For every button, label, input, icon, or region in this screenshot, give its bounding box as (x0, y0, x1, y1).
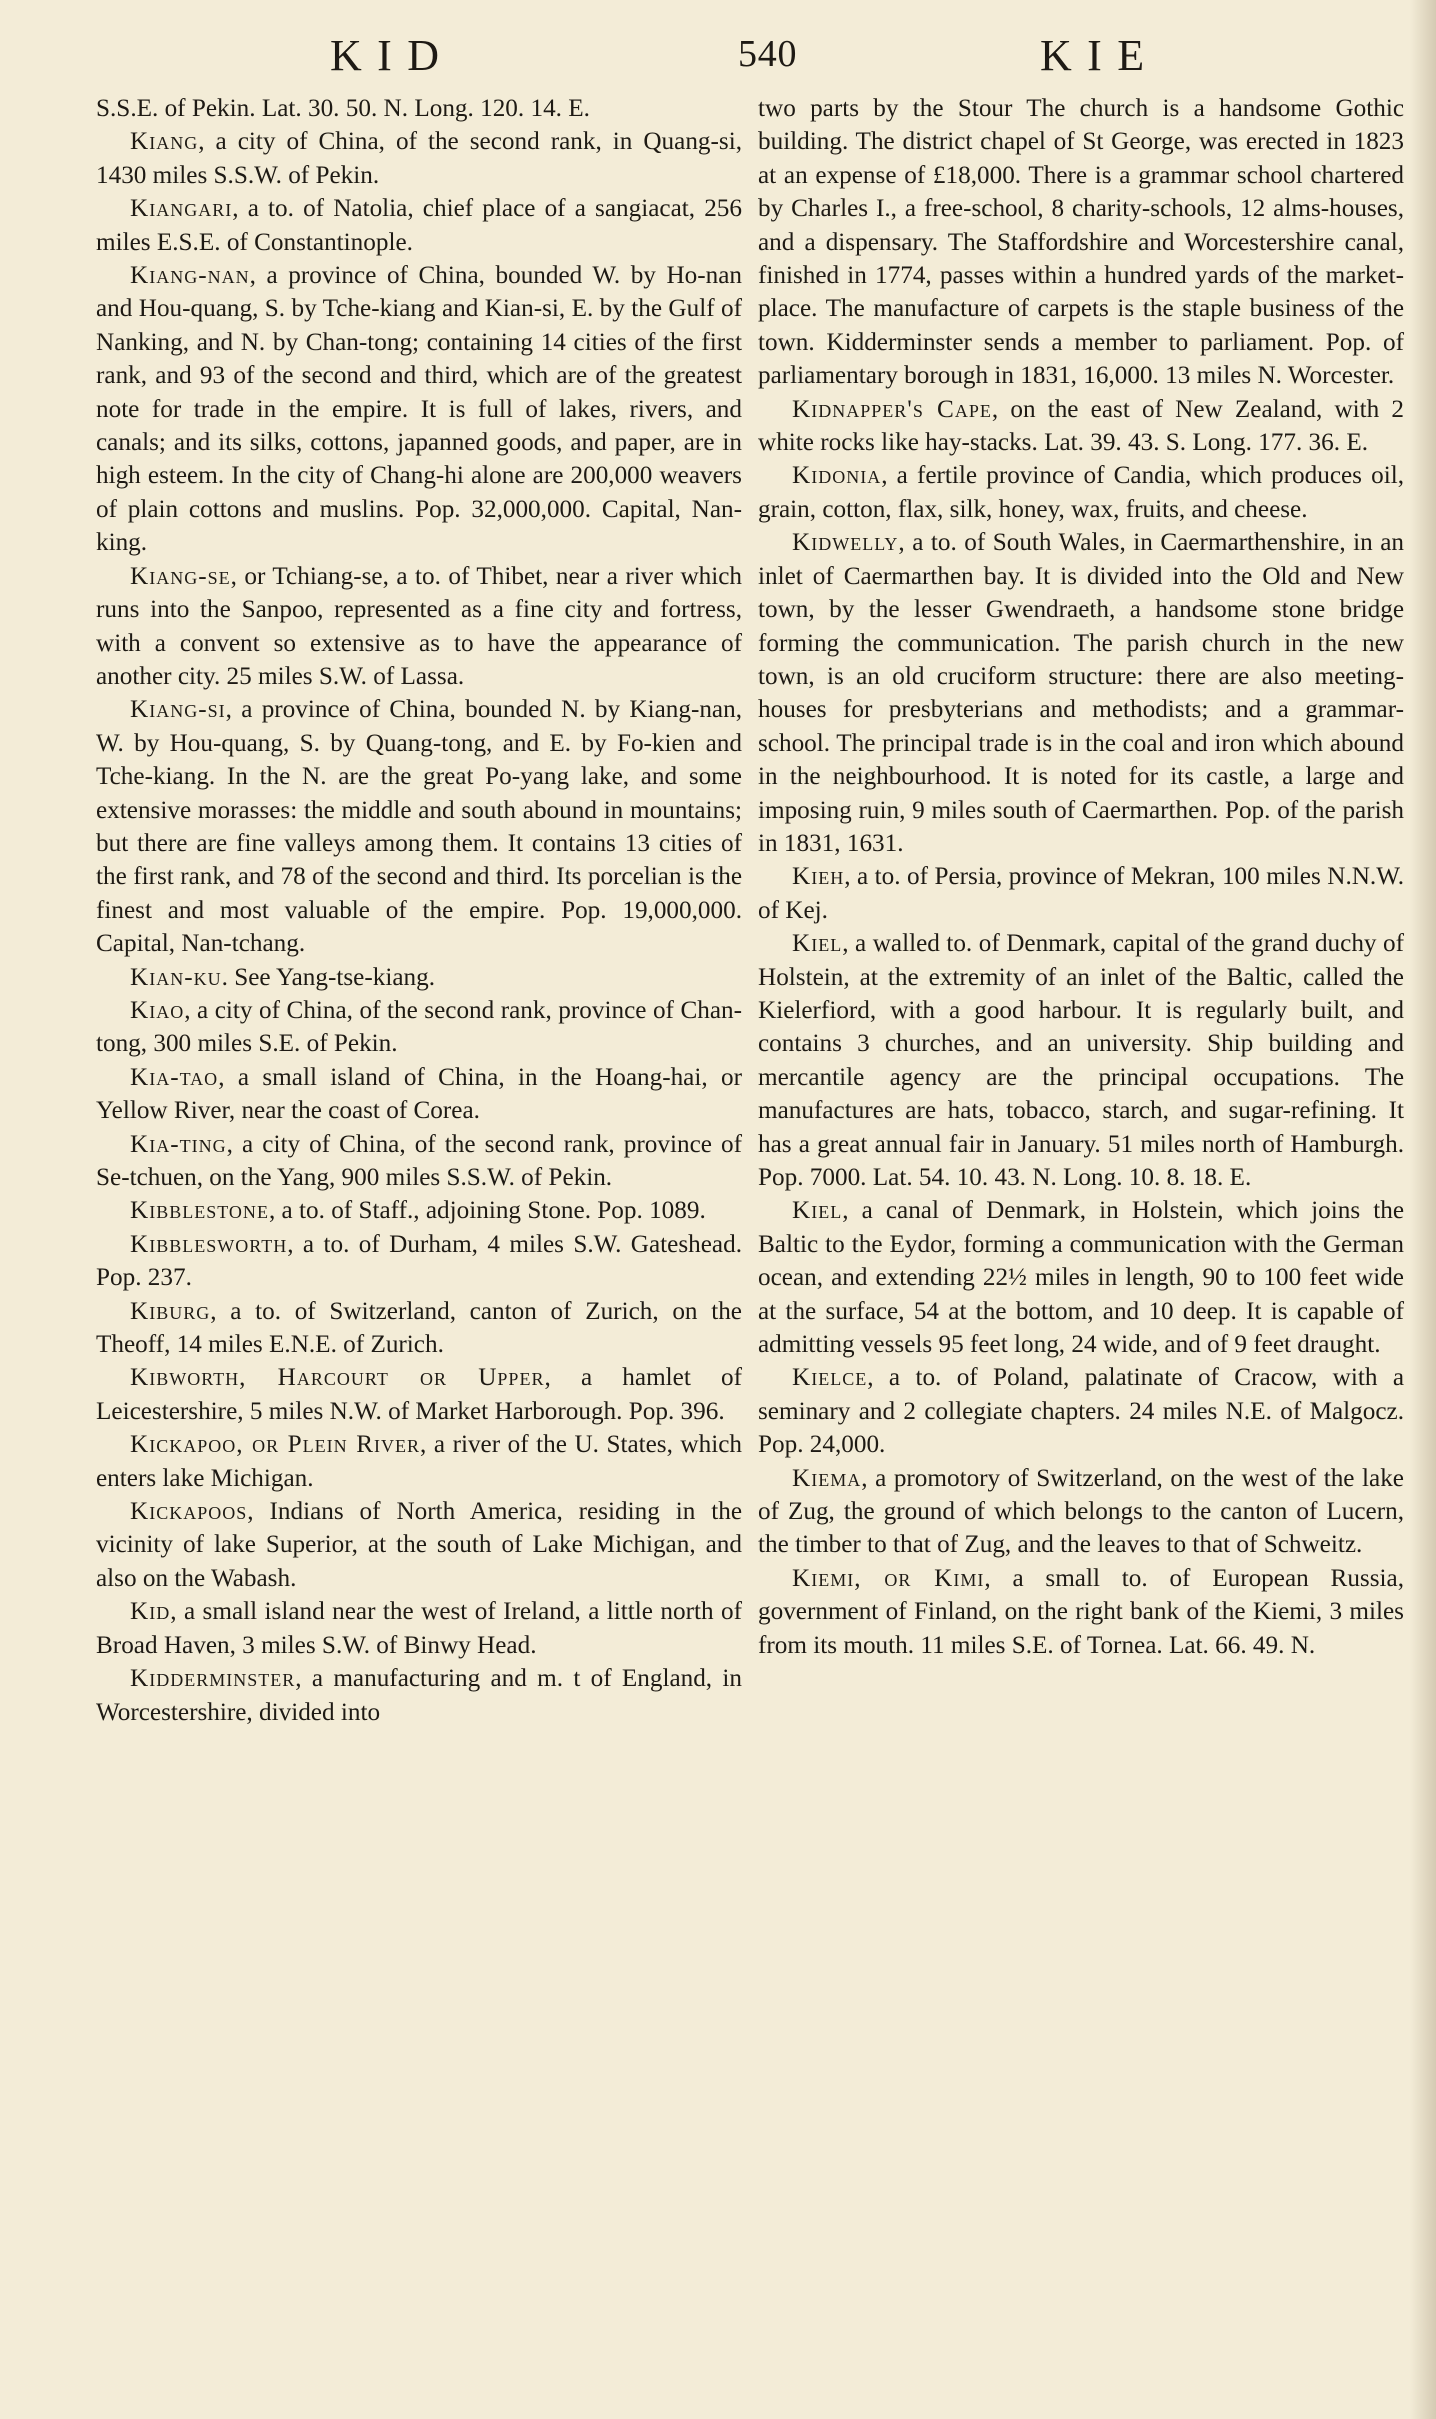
gazetteer-entry (96, 1595, 742, 1662)
entry-headword: Kibblesworth (130, 1230, 288, 1258)
gazetteer-entry (758, 927, 1404, 1194)
gazetteer-entry (758, 1462, 1404, 1562)
entry-headword: Kiang-se (130, 562, 231, 590)
entry-headword: Kiburg (130, 1297, 211, 1325)
entry-headword: Kieh (792, 863, 845, 891)
entry-headword: Kia-tao (130, 1063, 219, 1091)
gazetteer-entry (96, 1662, 742, 1729)
entry-headword: Kiang-nan (130, 262, 250, 290)
entry-text: , a walled to. of Denmark, capital of the grand duchy of Holstein, at the extremity of an inlet of the Baltic, called the Kielerfiord, with a good harbour. It is regularly built, and contains 3 churches, and an university. Ship building and mercantile agency are the principal occupations. The manufactures are hats, tobacco, starch, and sugar-refining. It has a great annual fair in January. 51 miles north of Hamburgh. Pop. 7000. Lat. 54. 10. 43. N. Long. 10. 8. 18. E. (758, 930, 1404, 1191)
gazetteer-entry (96, 92, 742, 125)
gazetteer-entry (758, 860, 1404, 927)
gazetteer-entry (96, 259, 742, 560)
entry-text: , a canal of Denmark, in Holstein, which joins the Baltic to the Eydor, forming a communication with the German ocean, and extending 22½ miles in length, 90 to 100 feet wide at the surface, 54 at the bottom, and 10 deep. It is capable of admitting vessels 95 feet long, 24 wide, and of 9 feet draught. (758, 1197, 1404, 1359)
gazetteer-entry (96, 192, 742, 259)
entry-headword: Kickapoos (130, 1498, 248, 1526)
entry-headword: Kickapoo, or Plein River (130, 1431, 421, 1459)
gazetteer-entry (96, 994, 742, 1061)
page-number: 540 (738, 33, 798, 75)
entry-text: , a province of China, bounded N. by Kiang-nan, W. by Hou-quang, S. by Quang-tong, and E. by Fo-kien and Tche-kiang. In the N. are the great Po-yang lake, and some extensive morasses: the middle and south abound in mountains; but there are fine valleys among them. It contains 13 cities of the first rank, and 78 of the second and third. Its porcelian is the finest and most valuable of the empire. Pop. 19,000,000. Capital, Nan-tchang. (96, 696, 742, 958)
entry-text: , a river of the U. States, which enters lake Michigan. (96, 1431, 742, 1492)
gazetteer-entry (96, 1128, 742, 1195)
entry-text: , a city of China, of the second rank, province of Se-tchuen, on the Yang, 900 miles S.S.W. of Pekin. (96, 1130, 742, 1191)
gazetteer-entry (758, 1562, 1404, 1662)
entry-headword: Kiangari (130, 195, 233, 223)
gazetteer-entry (96, 1361, 742, 1428)
gazetteer-entry (96, 1295, 742, 1362)
entry-headword: Kielce (792, 1364, 868, 1392)
gazetteer-entry (758, 1194, 1404, 1361)
entry-text: , a to. of Durham, 4 miles S.W. Gateshead. Pop. 237. (96, 1230, 742, 1292)
gazetteer-entry (758, 526, 1404, 860)
entry-text: , Indians of North America, residing in the vicinity of lake Superior, at the south of Lake Michigan, and also on the Wabash. (96, 1498, 742, 1592)
entry-headword: Kidonia (792, 462, 882, 490)
entry-text: , or Tchiang-se, a to. of Thibet, near a river which runs into the Sanpoo, represented as a fine city and fortress, with a convent so extensive as to have the appearance of another city. 25 miles S.W. of Lassa. (96, 562, 742, 690)
header-left-guide-word: KID (330, 31, 455, 80)
entry-text: , a to. of Poland, palatinate of Cracow, with a seminary and 2 collegiate chapters. 24 miles N.E. of Malgocz. Pop. 24,000. (758, 1364, 1404, 1459)
entry-headword: Kia-ting (130, 1130, 227, 1158)
gazetteer-entry (96, 125, 742, 192)
entry-headword: Kiema (792, 1464, 862, 1492)
entry-text: . See Yang-tse-kiang. (221, 963, 435, 991)
gazetteer-entry (758, 1361, 1404, 1461)
entry-headword: Kibworth, Harcourt or Upper (130, 1364, 545, 1392)
entry-headword: Kibblestone (130, 1197, 269, 1225)
page-edge-shadow (1410, 0, 1436, 2419)
entry-text: , a hamlet of Leicestershire, 5 miles N.W. of Market Harborough. Pop. 396. (96, 1364, 742, 1425)
entry-text: , a to. of Natolia, chief place of a sangiacat, 256 miles E.S.E. of Constantinople. (96, 195, 742, 256)
entry-headword: Kian-ku (130, 963, 222, 991)
right-column (758, 92, 1404, 1662)
gazetteer-entry (758, 459, 1404, 526)
entry-text: , a to. of Switzerland, canton of Zurich, on the Theoff, 14 miles E.N.E. of Zurich. (96, 1297, 742, 1359)
gazetteer-entry (96, 1228, 742, 1295)
gazetteer-entry (96, 961, 742, 994)
entry-text: , a to. of Staff., adjoining Stone. Pop. 1089. (268, 1197, 706, 1225)
entry-text: S.S.E. of Pekin. Lat. 30. 50. N. Long. 120. 14. E. (96, 95, 590, 122)
entry-headword: Kiang (130, 128, 199, 156)
gazetteer-entry (96, 560, 742, 694)
gazetteer-entry (96, 693, 742, 960)
entry-text: , a small to. of European Russia, government of Finland, on the right bank of the Kiemi, 3 miles from its mouth. 11 miles S.E. of Tornea. Lat. 66. 49. N. (758, 1564, 1404, 1659)
entry-text: , a small island near the west of Ireland, a little north of Broad Haven, 3 miles S.W. of Binwy Head. (96, 1598, 742, 1659)
entry-text: , a to. of South Wales, in Caermarthenshire, in an inlet of Caermarthen bay. It is divided into the Old and New town, by the lesser Gwendraeth, a handsome stone bridge forming the communication. The parish church in the new town, is an old cruciform structure: there are also meeting-houses for presbyterians and methodists; and a grammar-school. The principal trade is in the coal and iron which abound in the neighbourhood. It is noted for its castle, a large and imposing ruin, 9 miles south of Caermarthen. Pop. of the parish in 1831, 1631. (758, 529, 1404, 857)
entry-text: , a to. of Persia, province of Mekran, 100 miles N.N.W. of Kej. (758, 863, 1404, 924)
entry-text: , a province of China, bounded W. by Ho-nan and Hou-quang, S. by Tche-kiang and Kian-si, E. by the Gulf of Nanking, and N. by Chan-tong; containing 14 cities of the first rank, and 93 of the second and third, which are of the greatest note for trade in the empire. It is full of lakes, rivers, and canals; and its silks, cottons, japanned goods, and paper, are in high esteem. In the city of Chang-hi alone are 200,000 weavers of plain cottons and muslins. Pop. 32,000,000. Capital, Nan-king. (96, 262, 742, 557)
entry-headword: Kid (130, 1598, 171, 1626)
entry-headword: Kiel (792, 930, 843, 958)
entry-text: , a manufacturing and m. t of England, in Worcestershire, divided into (96, 1665, 742, 1726)
left-column (96, 92, 742, 1729)
entry-headword: Kiel (792, 1197, 843, 1225)
entry-headword: Kidwelly (792, 529, 899, 557)
entry-headword: Kiang-si (130, 696, 226, 724)
entry-text: , a small island of China, in the Hoang-hai, or Yellow River, near the coast of Corea. (96, 1063, 742, 1125)
header-right-guide-word: KIE (1040, 31, 1160, 80)
running-header (0, 22, 1436, 82)
entry-headword: Kiao (130, 996, 185, 1024)
entry-text: , on the east of New Zealand, with 2 white rocks like hay-stacks. Lat. 39. 43. S. Long. 177. 36. E. (758, 395, 1405, 457)
entry-text: , a city of China, of the second rank, in Quang-si, 1430 miles S.S.W. of Pekin. (96, 128, 742, 189)
gazetteer-entry (96, 1428, 742, 1495)
entry-text: , a city of China, of the second rank, province of Chan-tong, 300 miles S.E. of Pekin. (96, 996, 742, 1058)
entry-headword: Kiemi, or Kimi (792, 1564, 985, 1592)
gazetteer-entry (96, 1194, 742, 1227)
entry-text: , a promotory of Switzerland, on the west of the lake of Zug, the ground of which belongs to the canton of Lucern, the timber to that of Zug, and the leaves to that of Schweitz. (758, 1464, 1404, 1559)
entry-text: two parts by the Stour The church is a handsome Gothic building. The district chapel of St George, was erected in 1823 at an expense of £18,000. There is a grammar school chartered by Charles I., a free-school, 8 charity-schools, 12 alms-houses, and a dispensary. The Staffordshire and Worcestershire canal, finished in 1774, passes within a hundred yards of the market-place. The manufacture of carpets is the staple business of the town. Kidderminster sends a member to parliament. Pop. of parliamentary borough in 1831, 16,000. 13 miles N. Worcester. (758, 95, 1404, 390)
gazetteer-entry (96, 1495, 742, 1595)
entry-headword: Kidnapper's Cape (792, 395, 992, 423)
gazetteer-entry (758, 92, 1404, 393)
gazetteer-entry (758, 393, 1404, 460)
gazetteer-entry (96, 1061, 742, 1128)
entry-text: , a fertile province of Candia, which produces oil, grain, cotton, flax, silk, honey, wax, fruits, and cheese. (758, 462, 1404, 523)
entry-headword: Kidderminster (130, 1665, 296, 1693)
